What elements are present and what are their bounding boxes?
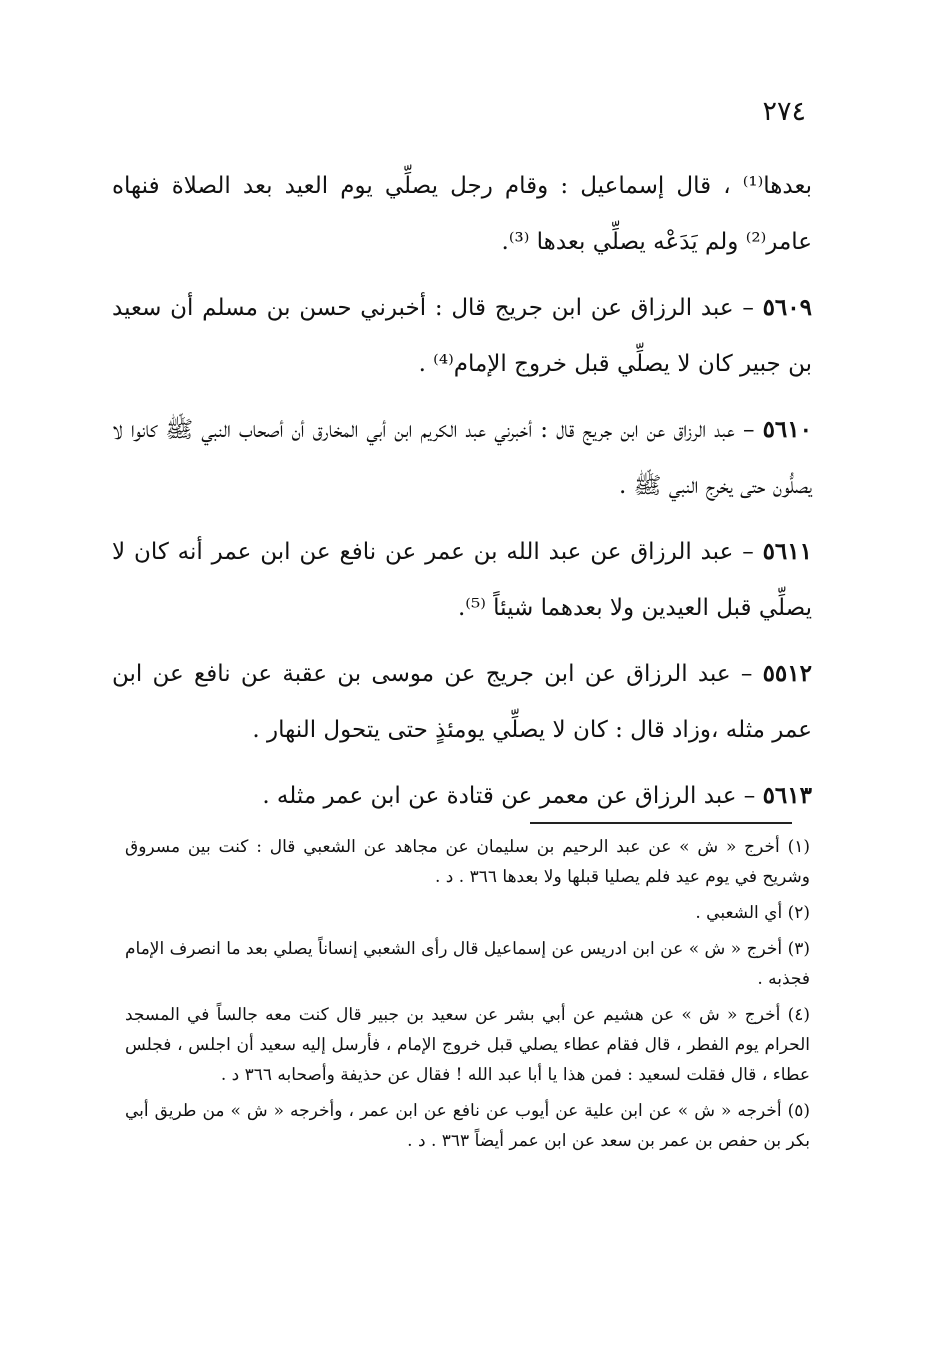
hadith-number: ٥٦١٣ — [762, 782, 812, 809]
paragraph-text: – عبد الرزاق عن ابن جريج قال : أخبرني حسن بن مسلم أن سعيد بن جبير كان لا يصلِّي قبل خروج الإمام⁽⁴⁾ . — [112, 295, 812, 377]
footnote-2: (٢) أي الشعبي . — [695, 903, 810, 923]
footnote-4: (٤) أخرج « ش » عن هشيم عن أبي بشر عن سعيد بن جبير قال كنت معه جالساً في المسجد الحرام يوم الفطر ، قال فقام عطاء يصلي قبل خروج الإمام ، فأرسل إليه سعيد أن اجلس ، فجلس عطاء ، قال فقلت لسعيد : فمن هذا يا أبا عبد الله ! فقال عن حذيفة وأصحابه ٣٦٦ د . — [125, 1005, 810, 1085]
hadith-5613 — [112, 768, 812, 824]
hadith-5610 — [112, 402, 812, 514]
footnotes — [125, 832, 810, 1162]
hadith-5611 — [112, 524, 812, 636]
paragraph-text: – عبد الرزاق عن معمر عن قتادة عن ابن عمر مثله . — [262, 783, 763, 809]
footnote-1: (١) أخرج « ش » عن عبد الرحيم بن سليمان عن مجاهد عن الشعبي قال : كنت بين مسروق وشريح في يوم عيد فلم يصليا قبلها ولا بعدها ٣٦٦ . د . — [125, 837, 810, 887]
footnote-3: (٣) أخرج « ش » عن ابن ادريس عن إسماعيل قال رأى الشعبي إنساناً يصلي بعد ما انصرف الإمام فجذبه . — [125, 939, 810, 989]
paragraph-text: – عبد الرزاق عن ابن جريج عن موسى بن عقبة عن نافع عن ابن عمر مثله ،وزاد قال : كان لا يصلِّي يومئذٍ حتى يتحول النهار . — [112, 661, 812, 743]
hadith-number: ٥٦٠٩ — [762, 294, 812, 321]
main-text — [112, 158, 812, 834]
hadith-number: ٥٦١١ — [762, 538, 812, 565]
page-number: ٢٧٤ — [762, 96, 806, 127]
paragraph-text: – عبد الرزاق عن ابن جريج قال : أخبرني عبد الكريم ابن أبي المخارق أن أصحاب النبي ﷺ كانوا لا يصلُّون حتى يخرج النبي ﷺ . — [112, 417, 812, 499]
footnote-separator — [530, 822, 792, 824]
paragraph-text: – عبد الرزاق عن عبد الله بن عمر عن نافع عن ابن عمر أنه كان لا يصلِّي قبل العيدين ولا بعدهما شيئاً ⁽⁵⁾. — [112, 539, 812, 621]
hadith-number: ٥٥١٢ — [762, 660, 812, 687]
hadith-number: ٥٦١٠ — [762, 416, 812, 443]
hadith-5512 — [112, 646, 812, 758]
paragraph-text: بعدها⁽¹⁾ ، قال إسماعيل : وقام رجل يصلِّي يوم العيد بعد الصلاة فنهاه عامر⁽²⁾ ولم يَدَعْه يصلِّي بعدها ⁽³⁾. — [112, 173, 812, 255]
hadith-5609 — [112, 280, 812, 392]
footnote-5: (٥) أخرجه « ش » عن ابن علية عن أيوب عن نافع عن ابن عمر ، وأخرجه « ش » من طريق أبي بكر بن حفص بن عمر بن سعد عن ابن عمر أيضاً ٣٦٣ . د . — [125, 1101, 810, 1151]
paragraph-continuation — [112, 158, 812, 270]
